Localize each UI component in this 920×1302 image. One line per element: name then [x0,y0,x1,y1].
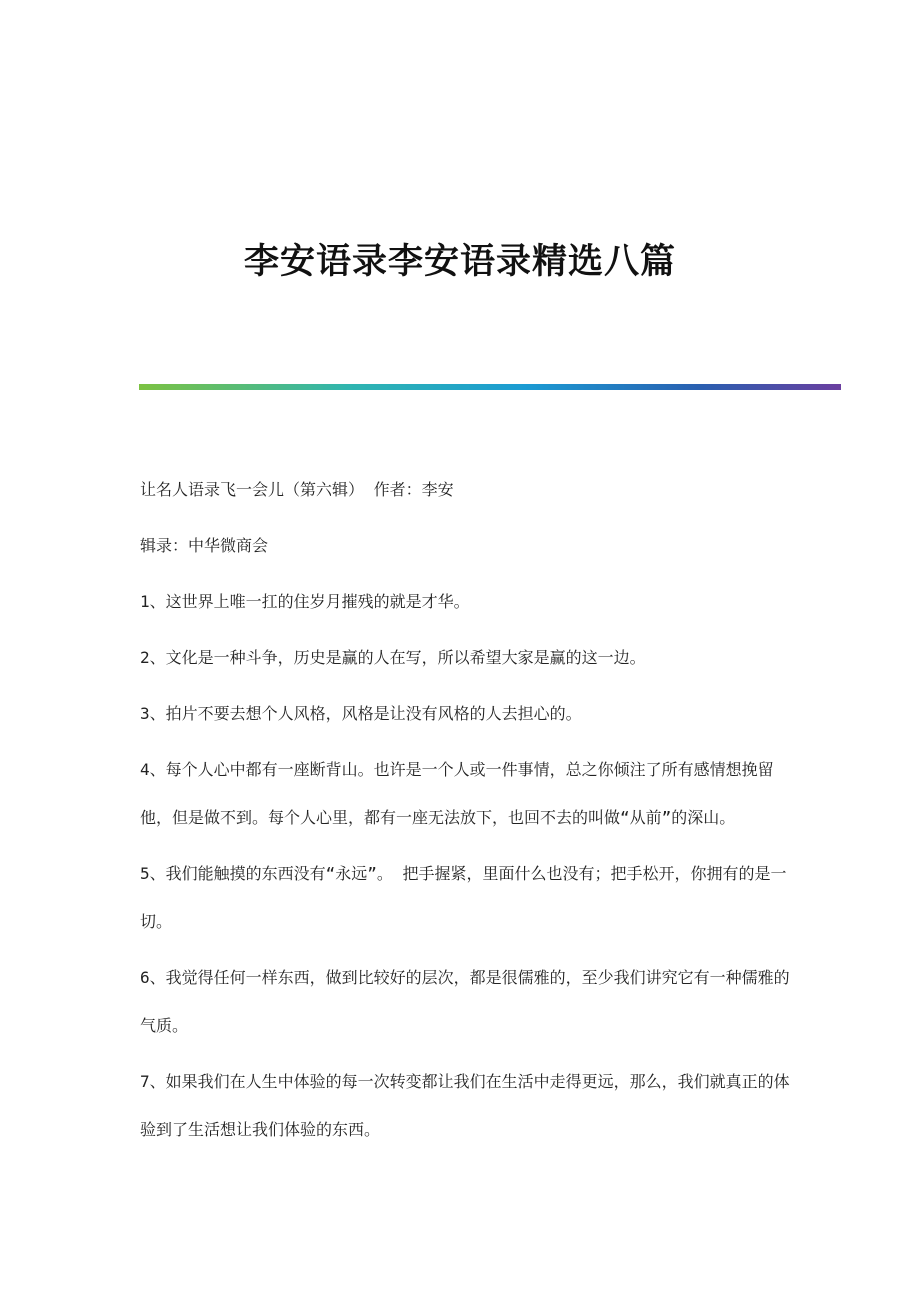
source-line: 让名人语录飞一会儿（第六辑） 作者：李安 [140,480,454,499]
quote-paragraph: 6、我觉得任何一样东西，做到比较好的层次，都是很儒雅的，至少我们讲究它有一种儒雅的气质。 [140,968,790,1035]
quote-paragraph: 2、文化是一种斗争，历史是赢的人在写，所以希望大家是赢的这一边。 [140,648,646,667]
compiler-line: 辑录：中华微商会 [140,536,269,555]
quote-paragraph: 5、我们能触摸的东西没有“永远”。 把手握紧，里面什么也没有；把手松开，你拥有的是一切。 [140,864,787,931]
document-body [140,466,790,1154]
title-divider [139,384,841,390]
quote-paragraph: 3、拍片不要去想个人风格，风格是让没有风格的人去担心的。 [140,704,582,723]
quote-paragraph: 1、这世界上唯一扛的住岁月摧残的就是才华。 [140,592,470,611]
quote-paragraph: 4、每个人心中都有一座断背山。也许是一个人或一件事情，总之你倾注了所有感情想挽留他，但是做不到。每个人心里，都有一座无法放下，也回不去的叫做“从前”的深山。 [140,760,774,827]
document-title: 李安语录李安语录精选八篇 [243,241,676,283]
quote-paragraph: 7、如果我们在人生中体验的每一次转变都让我们在生活中走得更远，那么，我们就真正的体验到了生活想让我们体验的东西。 [140,1072,790,1139]
